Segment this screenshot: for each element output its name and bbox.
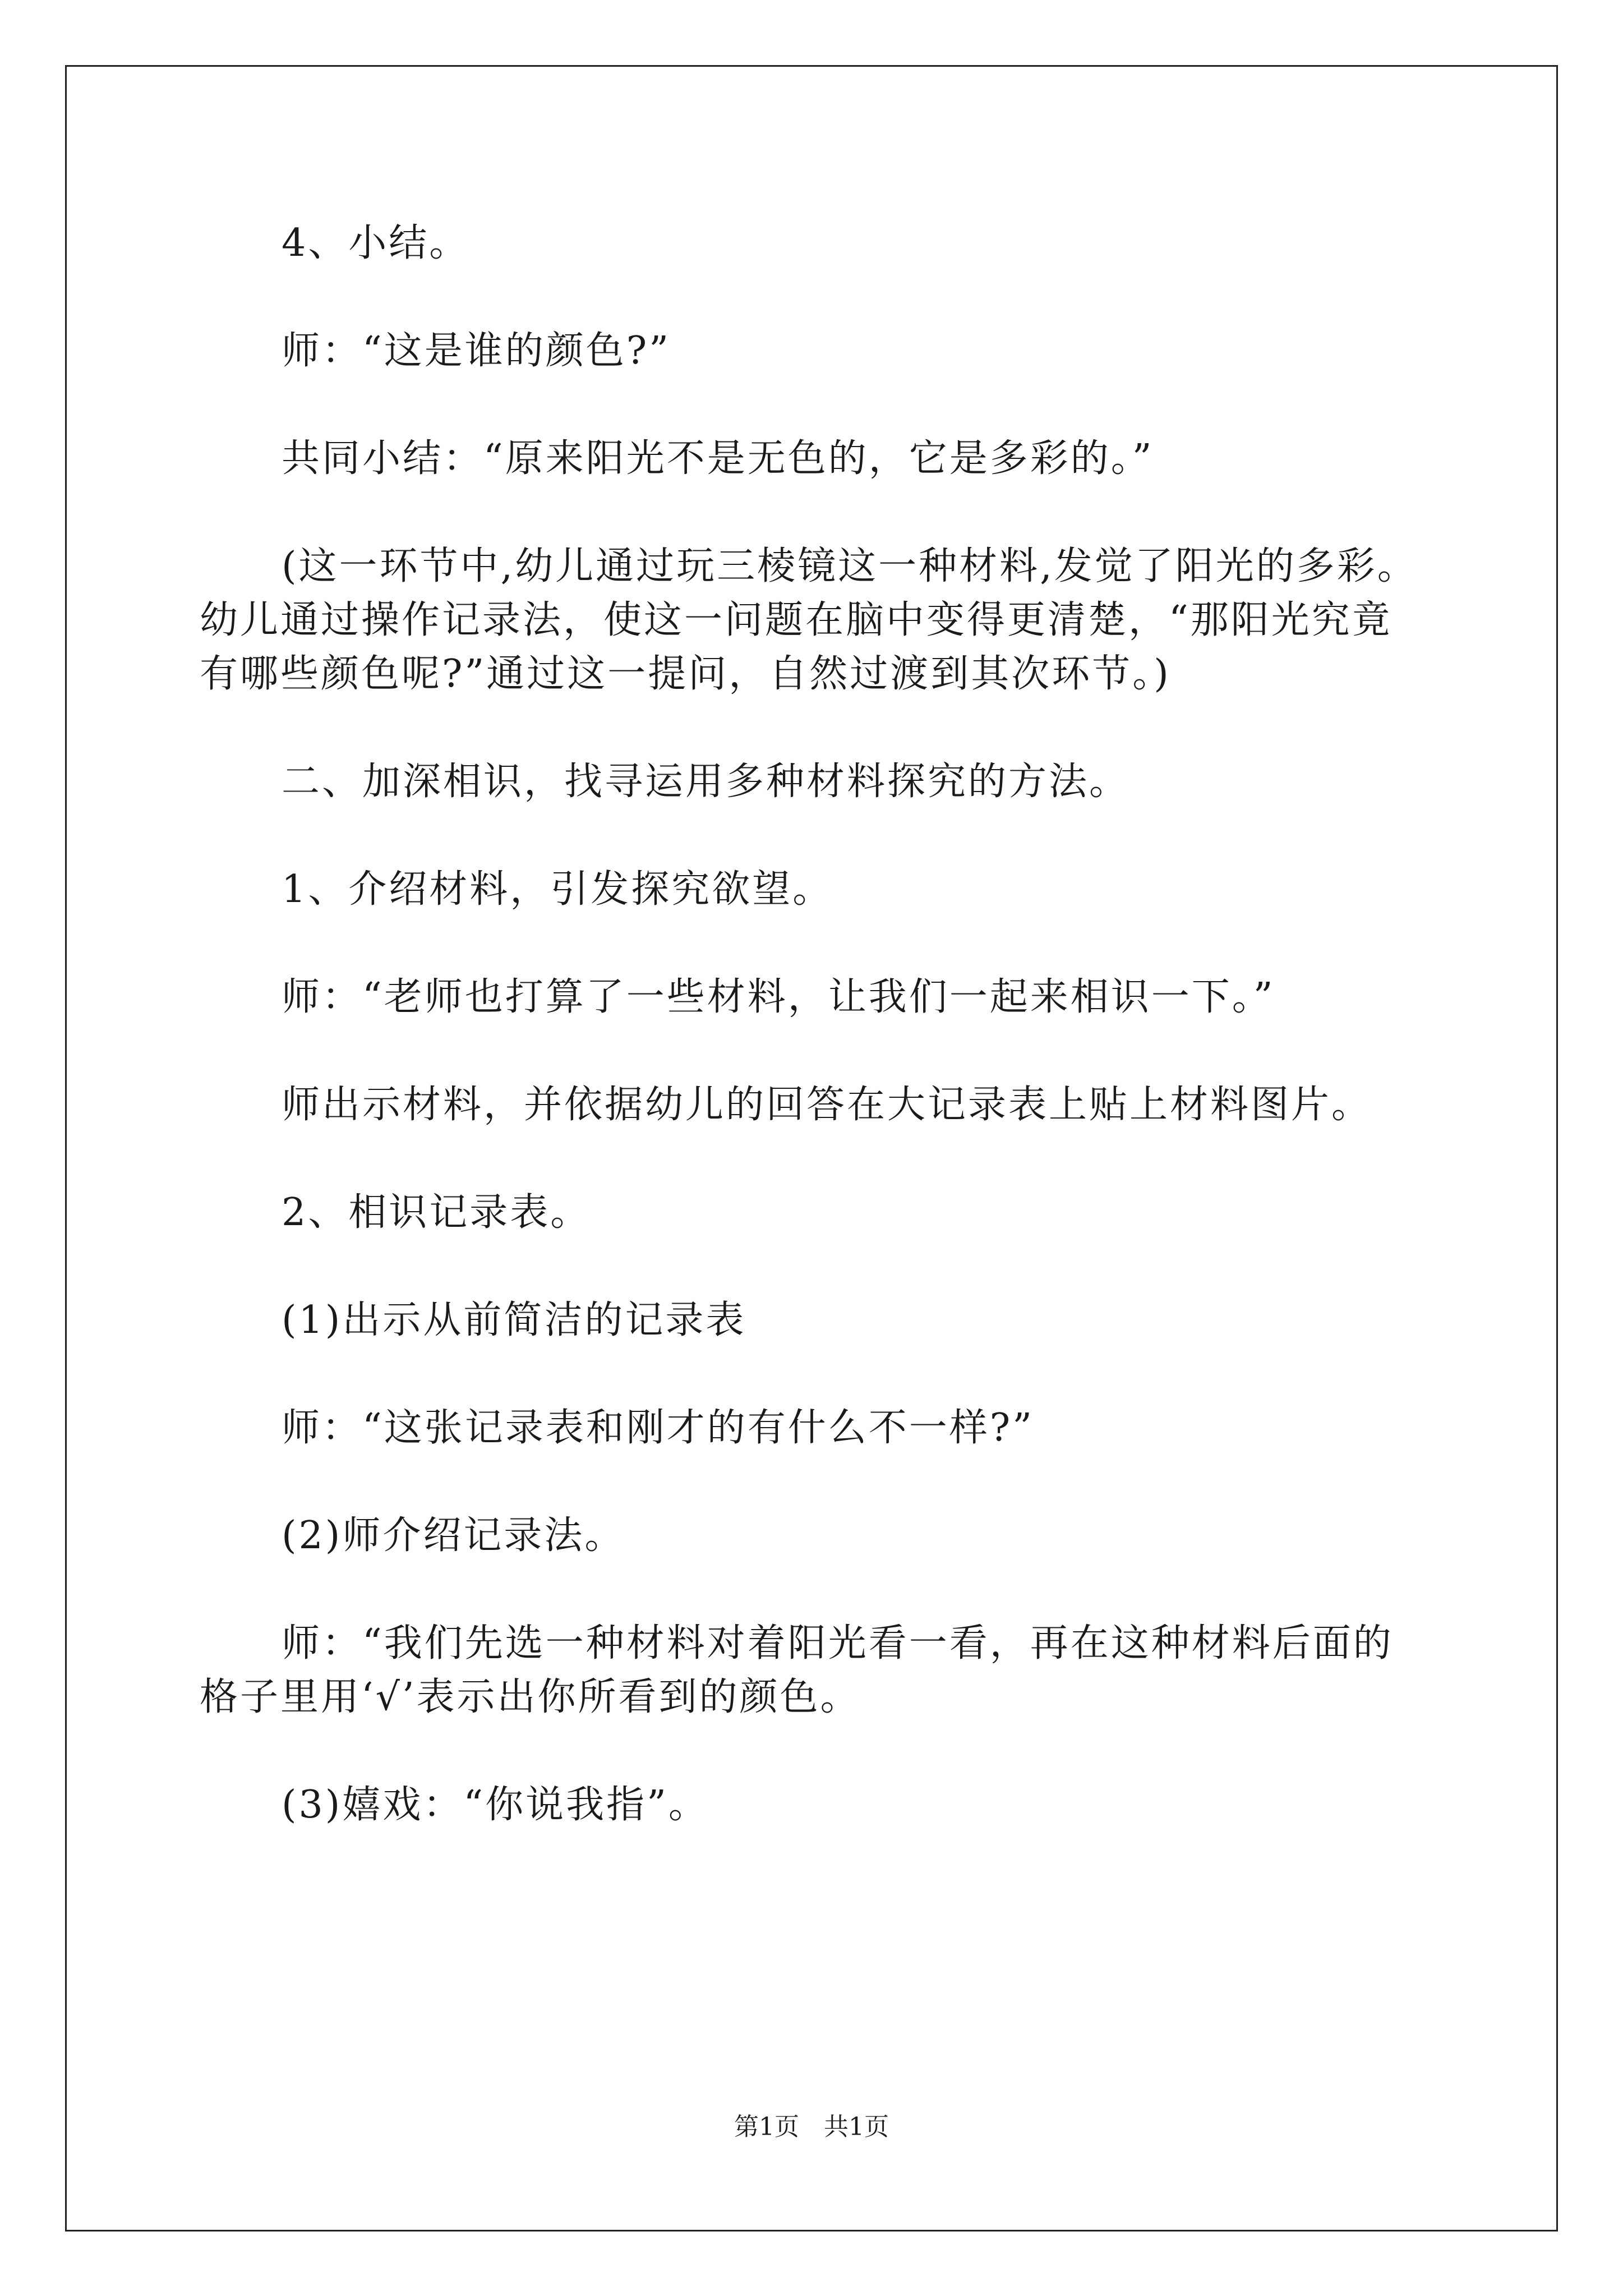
paragraph: 二、加深相识，找寻运用多种材料探究的方法。 bbox=[282, 760, 1130, 804]
paragraph: (这一环节中,幼儿通过玩三棱镜这一种材料,发觉了阳光的多彩。幼儿通过操作记录法，使这一问题在脑中变得更清楚，“那阳光究竟有哪些颜色呢?”通过这一提问，自然过渡到其次环节。) bbox=[200, 544, 1418, 696]
paragraph: 师：“老师也打算了一些材料，让我们一起来相识一下。” bbox=[282, 975, 1275, 1019]
paragraph: 2、相识记录表。 bbox=[282, 1190, 591, 1235]
paragraph: 共同小结：“原来阳光不是无色的，它是多彩的。” bbox=[282, 436, 1154, 481]
paragraph: (3)嬉戏：“你说我指”。 bbox=[282, 1783, 709, 1827]
paragraph: 1、介绍材料，引发探究欲望。 bbox=[282, 867, 833, 912]
paragraph: 4、小结。 bbox=[282, 221, 470, 265]
paragraph: 师出示材料，并依据幼儿的回答在大记录表上贴上材料图片。 bbox=[282, 1083, 1372, 1127]
paragraph: (1)出示从前简洁的记录表 bbox=[282, 1298, 746, 1342]
paragraph: 师：“这张记录表和刚才的有什么不一样?” bbox=[282, 1406, 1034, 1450]
paragraph: 师：“我们先选一种材料对着阳光看一看，再在这种材料后面的格子里用‘√’表示出你所看到的颜色。 bbox=[200, 1621, 1394, 1719]
paragraph: 师：“这是谁的颜色?” bbox=[282, 329, 671, 373]
document-body bbox=[200, 217, 1423, 1886]
page-footer: 第1页 共1页 bbox=[734, 2113, 889, 2141]
paragraph: (2)师介绍记录法。 bbox=[282, 1513, 625, 1558]
